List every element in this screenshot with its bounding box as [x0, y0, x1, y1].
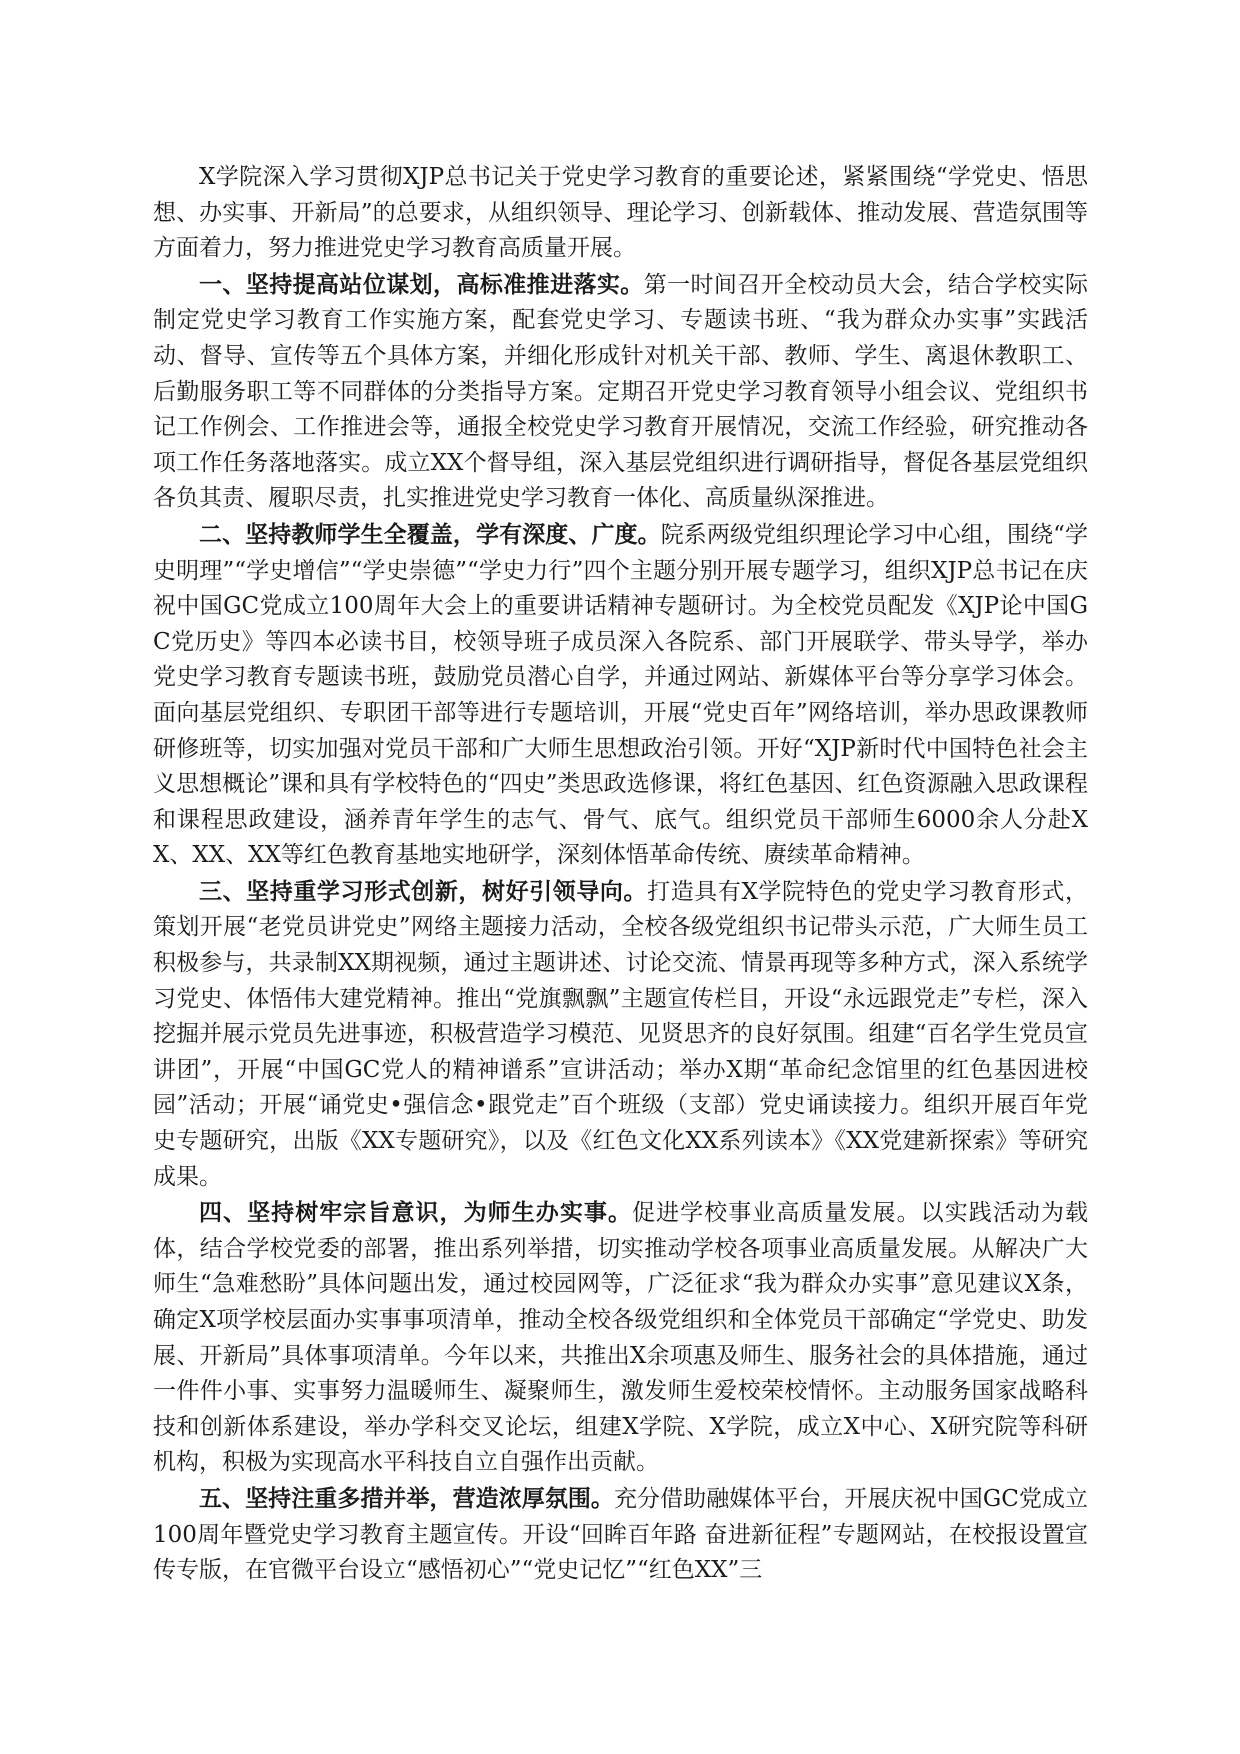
section-3-body: 打造具有X学院特色的党史学习教育形式，策划开展“老党员讲党史”网络主题接力活动，全校各级党组织书记带头示范，广大师生员工积极参与，共录制XX期视频，通过主题讲述、讨论交流、情景再现等多种方式，深入系统学习党史、体悟伟大建党精神。推出“党旗飘飘”主题宣传栏目，开设“永远跟党走”专栏，深入挖掘并展示党员先进事迹，积极营造学习模范、见贤思齐的良好氛围。组建“百名学生党员宣讲团”，开展“中国GC党人的精神谱系”宣讲活动；举办X期“革命纪念馆里的红色基因进校园”活动；开展“诵党史•强信念•跟党走”百个班级（支部）党史诵读接力。组织开展百年党史专题研究，出版《XX专题研究》，以及《红色文化XX系列读本》《XX党建新探索》等研究成果。	[153, 878, 1089, 1190]
section-3-heading: 三、坚持重学习形式创新，树好引领导向。	[199, 877, 648, 905]
section-2-body: 院系两级党组织理论学习中心组，围绕“学史明理”“学史增信”“学史崇德”“学史力行”四个主题分别开展专题学习，组织XJP总书记在庆祝中国GC党成立100周年大会上的重要讲话精神专题研讨。为全校党员配发《XJP论中国GC党历史》等四本必读书目，校领导班子成员深入各院系、部门开展联学、带头导学，举办党史学习教育专题读书班，鼓励党员潜心自学，并通过网站、新媒体平台等分享学习体会。面向基层党组织、专职团干部等进行专题培训，开展“党史百年”网络培训，举办思政课教师研修班等，切实加强对党员干部和广大师生思想政治引领。开好“XJP新时代中国特色社会主义思想概论”课和具有学校特色的“四史”类思政选修课，将红色基因、红色资源融入思政课程和课程思政建设，涵养青年学生的志气、骨气、底气。组织党员干部师生6000余人分赴XX、XX、XX等红色教育基地实地研学，深刻体悟革命传统、赓续革命精神。	[153, 521, 1088, 869]
intro-text: X学院深入学习贯彻XJP总书记关于党史学习教育的重要论述，紧紧围绕“学党史、悟思想、办实事、开新局”的总要求，从组织领导、理论学习、创新载体、推动发展、营造氛围等方面着力，努力推进党史学习教育高质量开展。	[153, 164, 1088, 262]
section-1-paragraph	[153, 267, 1088, 517]
section-4-body: 促进学校事业高质量发展。以实践活动为载体，结合学校党委的部署，推出系列举措，切实推动学校各项事业高质量发展。从解决广大师生“急难愁盼”具体问题出发，通过校园网等，广泛征求“我为群众办实事”意见建议X条，确定X项学校层面办实事事项清单，推动全校各级党组织和全体党员干部确定“学党史、助发展、开新局”具体事项清单。今年以来，共推出X余项惠及师生、服务社会的具体措施，通过一件件小事、实事努力温暖师生、凝聚师生，激发师生爱校荣校情怀。主动服务国家战略科技和创新体系建设，举办学科交叉论坛，组建X学院、X学院，成立X中心、X研究院等科研机构，积极为实现高水平科技自立自强作出贡献。	[153, 1200, 1089, 1476]
section-5-body: 充分借助融媒体平台，开展庆祝中国GC党成立100周年暨党史学习教育主题宣传。开设“回眸百年路 奋进新征程”专题网站，在校报设置宣传专版，在官微平台设立“感悟初心”“党史记忆”“红色XX”三	[153, 1485, 1088, 1584]
section-2-heading: 二、坚持教师学生全覆盖，学有深度、广度。	[199, 520, 661, 548]
section-4-paragraph	[153, 1195, 1088, 1481]
section-5-paragraph	[153, 1481, 1088, 1589]
section-5-heading: 五、坚持注重多措并举，营造浓厚氛围。	[199, 1484, 614, 1512]
intro-paragraph	[153, 160, 1088, 267]
section-1-body: 第一时间召开全校动员大会，结合学校实际制定党史学习教育工作实施方案，配套党史学习、专题读书班、“我为群众办实事”实践活动、督导、宣传等五个具体方案，并细化形成针对机关干部、教师、学生、离退休教职工、后勤服务职工等不同群体的分类指导方案。定期召开党史学习教育领导小组会议、党组织书记工作例会、工作推进会等，通报全校党史学习教育开展情况，交流工作经验，研究推动各项工作任务落地落实。成立XX个督导组，深入基层党组织进行调研指导，督促各基层党组织各负其责、履职尽责，扎实推进党史学习教育一体化、高质量纵深推进。	[153, 271, 1089, 512]
section-2-paragraph	[153, 517, 1088, 874]
document-body	[153, 160, 1088, 1589]
section-3-paragraph	[153, 874, 1088, 1195]
section-1-heading: 一、坚持提高站位谋划，高标准推进落实。	[199, 270, 644, 298]
section-4-heading: 四、坚持树牢宗旨意识，为师生办实事。	[199, 1199, 632, 1227]
